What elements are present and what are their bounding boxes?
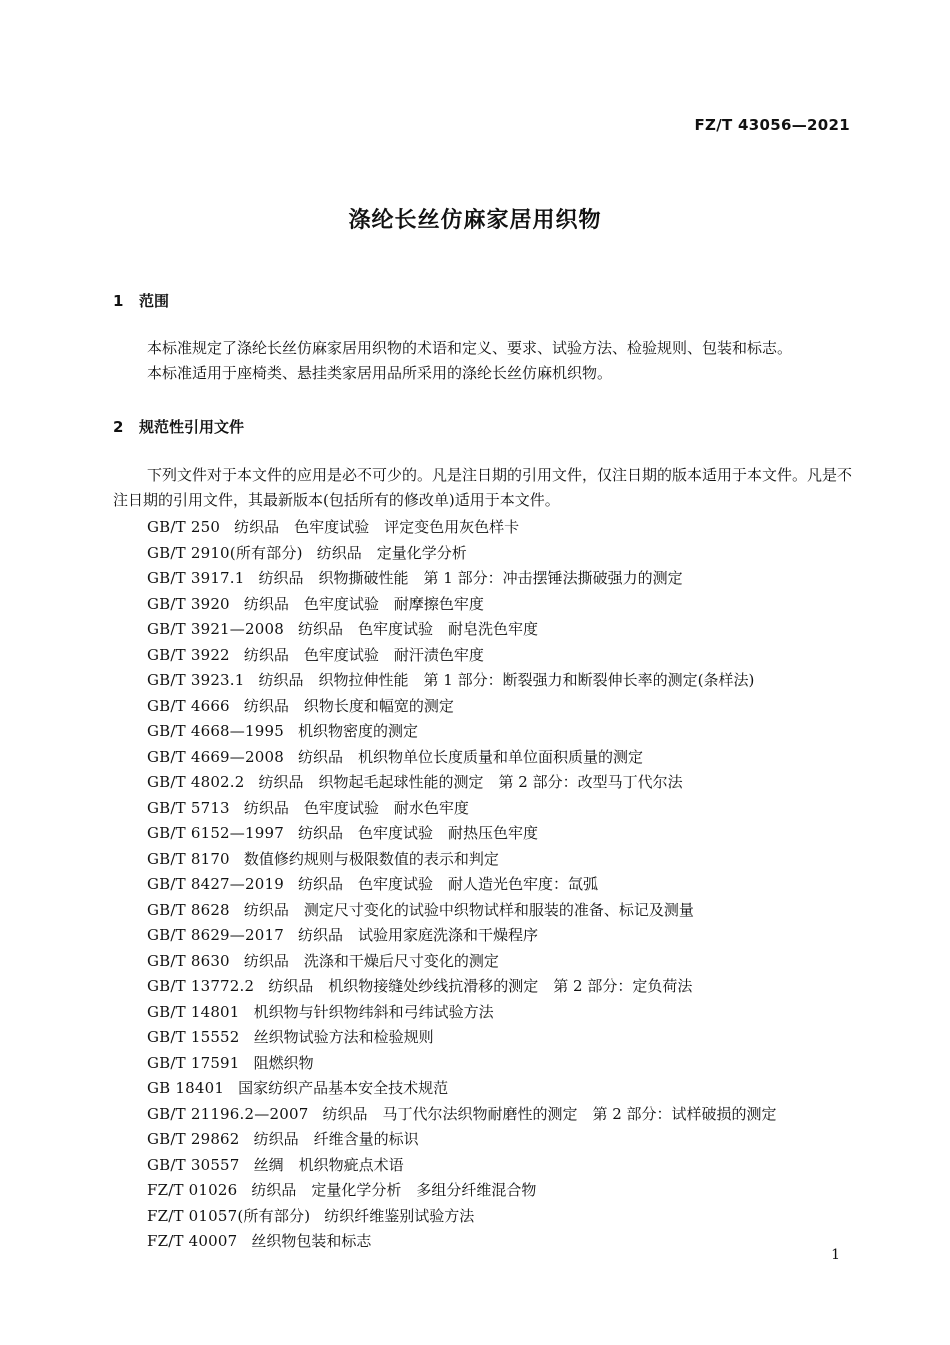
reference-item	[147, 643, 777, 669]
reference-code: GB/T 8427—2019	[147, 875, 284, 893]
reference-item	[147, 1153, 777, 1179]
reference-title: 纺织品 色牢度试验 耐皂洗色牢度	[297, 620, 538, 638]
section-2-heading	[113, 416, 244, 437]
reference-code: GB/T 29862	[147, 1130, 240, 1148]
reference-item	[147, 668, 777, 694]
document-code: FZ/T 43056—2021	[694, 116, 850, 134]
reference-title: 纺织品 机织物接缝处纱线抗滑移的测定 第 2 部分：定负荷法	[268, 977, 693, 995]
reference-title: 丝织物试验方法和检验规则	[253, 1028, 434, 1046]
reference-code: GB/T 15552	[147, 1028, 240, 1046]
document-title: 涤纶长丝仿麻家居用织物	[348, 208, 602, 233]
reference-title: 纺织品 机织物单位长度质量和单位面积质量的测定	[297, 747, 643, 766]
reference-item	[147, 515, 777, 541]
reference-title: 纺织品 定量化学分析	[316, 543, 467, 562]
reference-item	[147, 1204, 777, 1230]
reference-code: GB/T 14801	[147, 1002, 240, 1021]
reference-title: 丝绸 机织物疵点术语	[253, 1155, 404, 1174]
reference-code: GB/T 2910(所有部分)	[147, 543, 303, 562]
section-2-title: 规范性引用文件	[139, 418, 245, 436]
reference-title: 机织物与针织物纬斜和弓纬试验方法	[253, 1002, 494, 1021]
reference-title: 数值修约规则与极限数值的表示和判定	[243, 849, 499, 868]
reference-title: 纺织品 织物撕破性能 第 1 部分：冲击摆锤法撕破强力的测定	[258, 569, 683, 587]
reference-item	[147, 566, 777, 592]
reference-title: 机织物密度的测定	[297, 722, 418, 740]
reference-title: 阻燃织物	[253, 1053, 314, 1072]
reference-title: 丝织物包装和标志	[251, 1232, 372, 1250]
reference-code: GB/T 4668—1995	[147, 722, 284, 740]
reference-item	[147, 1229, 777, 1255]
reference-title: 纺织品 织物拉伸性能 第 1 部分：断裂强力和断裂伸长率的测定(条样法)	[258, 671, 755, 689]
reference-code: GB/T 8629—2017	[147, 926, 284, 944]
reference-item	[147, 821, 777, 847]
reference-item	[147, 1102, 777, 1128]
reference-code: GB/T 3922	[147, 645, 230, 664]
reference-title: 纺织纤维鉴别试验方法	[324, 1206, 475, 1225]
reference-title: 纺织品 色牢度试验 耐水色牢度	[243, 798, 469, 817]
reference-title: 纺织品 马丁代尔法织物耐磨性的测定 第 2 部分：试样破损的测定	[322, 1104, 777, 1123]
reference-list	[147, 515, 777, 1255]
reference-item	[147, 694, 777, 720]
reference-title: 纺织品 织物长度和幅宽的测定	[243, 696, 454, 715]
reference-title: 纺织品 试验用家庭洗涤和干燥程序	[297, 926, 538, 944]
section-2-intro	[113, 463, 853, 513]
reference-code: GB/T 4666	[147, 696, 230, 715]
reference-title: 国家纺织产品基本安全技术规范	[238, 1079, 449, 1097]
reference-item	[147, 872, 777, 898]
reference-title: 纺织品 纤维含量的标识	[253, 1130, 419, 1148]
reference-item	[147, 592, 777, 618]
reference-title: 纺织品 色牢度试验 耐人造光色牢度：氙弧	[297, 875, 598, 893]
section-1-body	[113, 336, 853, 386]
reference-title: 纺织品 色牢度试验 耐摩擦色牢度	[243, 594, 484, 613]
reference-title: 纺织品 织物起毛起球性能的测定 第 2 部分：改型马丁代尔法	[258, 773, 683, 791]
reference-code: GB/T 8170	[147, 849, 230, 868]
section-1-number: 1	[113, 292, 124, 310]
page-number: 1	[831, 1247, 840, 1263]
reference-item	[147, 847, 777, 873]
reference-item	[147, 719, 777, 745]
reference-title: 纺织品 色牢度试验 耐汗渍色牢度	[243, 645, 484, 664]
reference-code: FZ/T 40007	[147, 1232, 238, 1250]
reference-code: GB/T 3920	[147, 594, 230, 613]
reference-code: FZ/T 01057(所有部分)	[147, 1206, 311, 1225]
reference-item	[147, 1000, 777, 1026]
reference-code: GB/T 3917.1	[147, 569, 245, 587]
reference-code: GB/T 21196.2—2007	[147, 1104, 309, 1123]
reference-code: GB/T 250	[147, 518, 221, 536]
reference-title: 纺织品 色牢度试验 评定变色用灰色样卡	[234, 518, 520, 536]
reference-code: GB/T 13772.2	[147, 977, 255, 995]
reference-code: GB/T 6152—1997	[147, 824, 284, 842]
reference-item	[147, 974, 777, 1000]
reference-item	[147, 1025, 777, 1051]
reference-code: FZ/T 01026	[147, 1181, 238, 1199]
section-1-heading	[113, 290, 169, 311]
reference-code: GB/T 8628	[147, 900, 230, 919]
section-2-intro-text: 下列文件对于本文件的应用是必不可少的。凡是注日期的引用文件，仅注日期的版本适用于本文件。凡是不注日期的引用文件，其最新版本(包括所有的修改单)适用于本文件。	[113, 466, 853, 509]
reference-item	[147, 1127, 777, 1153]
reference-item	[147, 617, 777, 643]
reference-item	[147, 1076, 777, 1102]
reference-item	[147, 541, 777, 567]
reference-item	[147, 796, 777, 822]
reference-item	[147, 898, 777, 924]
reference-title: 纺织品 测定尺寸变化的试验中织物试样和服装的准备、标记及测量	[243, 900, 694, 919]
reference-code: GB 18401	[147, 1079, 225, 1097]
reference-item	[147, 949, 777, 975]
reference-code: GB/T 4802.2	[147, 773, 245, 791]
reference-title: 纺织品 色牢度试验 耐热压色牢度	[297, 824, 538, 842]
reference-code: GB/T 17591	[147, 1053, 240, 1072]
reference-code: GB/T 8630	[147, 951, 230, 970]
section-2-number: 2	[113, 418, 124, 436]
reference-item	[147, 770, 777, 796]
section-1-title: 范围	[139, 292, 170, 310]
reference-item	[147, 1178, 777, 1204]
reference-code: GB/T 3923.1	[147, 671, 245, 689]
reference-code: GB/T 3921—2008	[147, 620, 284, 638]
reference-title: 纺织品 洗涤和干燥后尺寸变化的测定	[243, 951, 499, 970]
reference-title: 纺织品 定量化学分析 多组分纤维混合物	[251, 1181, 537, 1199]
reference-item	[147, 923, 777, 949]
section-1-paragraph: 本标准规定了涤纶长丝仿麻家居用织物的术语和定义、要求、试验方法、检验规则、包装和标志。	[147, 339, 793, 357]
reference-code: GB/T 30557	[147, 1155, 240, 1174]
section-1-paragraph: 本标准适用于座椅类、悬挂类家居用品所采用的涤纶长丝仿麻机织物。	[147, 364, 613, 382]
reference-item	[147, 745, 777, 771]
reference-code: GB/T 5713	[147, 798, 230, 817]
reference-code: GB/T 4669—2008	[147, 747, 284, 766]
reference-item	[147, 1051, 777, 1077]
